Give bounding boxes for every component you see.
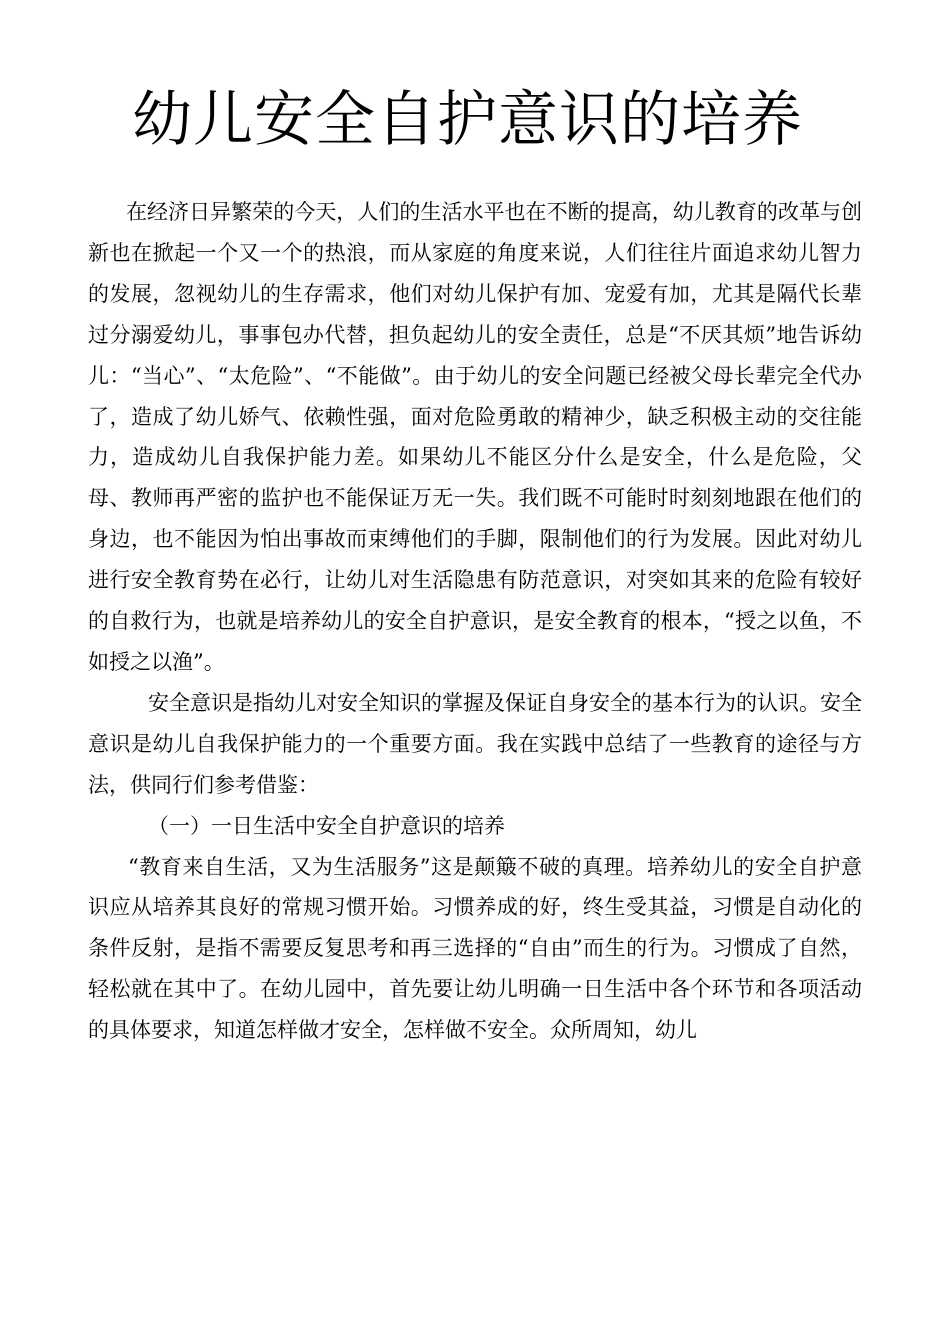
paragraph-intro: 在经济日异繁荣的今天，人们的生活水平也在不断的提高，幼儿教育的改革与创新也在掀起一个又一个的热浪，而从家庭的角度来说，人们往往片面追求幼儿智力的发展，忽视幼儿的生存需求，他们对幼儿保护有加、宠爱有加，尤其是隔代长辈过分溺爱幼儿，事事包办代替，担负起幼儿的安全责任，总是“不厌其烦”地告诉幼儿：“当心”、“太危险”、“不能做”。由于幼儿的安全问题已经被父母长辈完全代办了，造成了幼儿娇气、依赖性强，面对危险勇敢的精神少，缺乏积极主动的交往能力，造成幼儿自我保护能力差。如果幼儿不能区分什么是安全，什么是危险，父母、教师再严密的监护也不能保证万无一失。我们既不可能时时刻刻地跟在他们的身边，也不能因为怕出事故而束缚他们的手脚，限制他们的行为发展。因此对幼儿进行安全教育势在必行，让幼儿对生活隐患有防范意识，对突如其来的危险有较好的自救行为，也就是培养幼儿的安全自护意识，是安全教育的根本，“授之以鱼，不如授之以渔”。	[88, 200, 862, 674]
paragraph-daily-life: “教育来自生活，又为生活服务”这是颠簸不破的真理。培养幼儿的安全自护意识应从培养其良好的常规习惯开始。习惯养成的好，终生受其益，习惯是自动化的条件反射，是指不需要反复思考和再三选择的“自由”而生的行为。习惯成了自然，轻松就在其中了。在幼儿园中，首先要让幼儿明确一日生活中各个环节和各项活动的具体要求，知道怎样做才安全，怎样做不安全。众所周知，幼儿	[88, 854, 862, 1043]
document-body	[88, 192, 862, 1051]
section-heading-daily-life: （一）一日生活中安全自护意识的培养	[148, 813, 505, 838]
paragraph-safety-awareness: 安全意识是指幼儿对安全知识的掌握及保证自身安全的基本行为的认识。安全意识是幼儿自我保护能力的一个重要方面。我在实践中总结了一些教育的途径与方法，供同行们参考借鉴：	[88, 690, 862, 797]
document-title: 幼儿安全自护意识的培养	[132, 85, 803, 155]
